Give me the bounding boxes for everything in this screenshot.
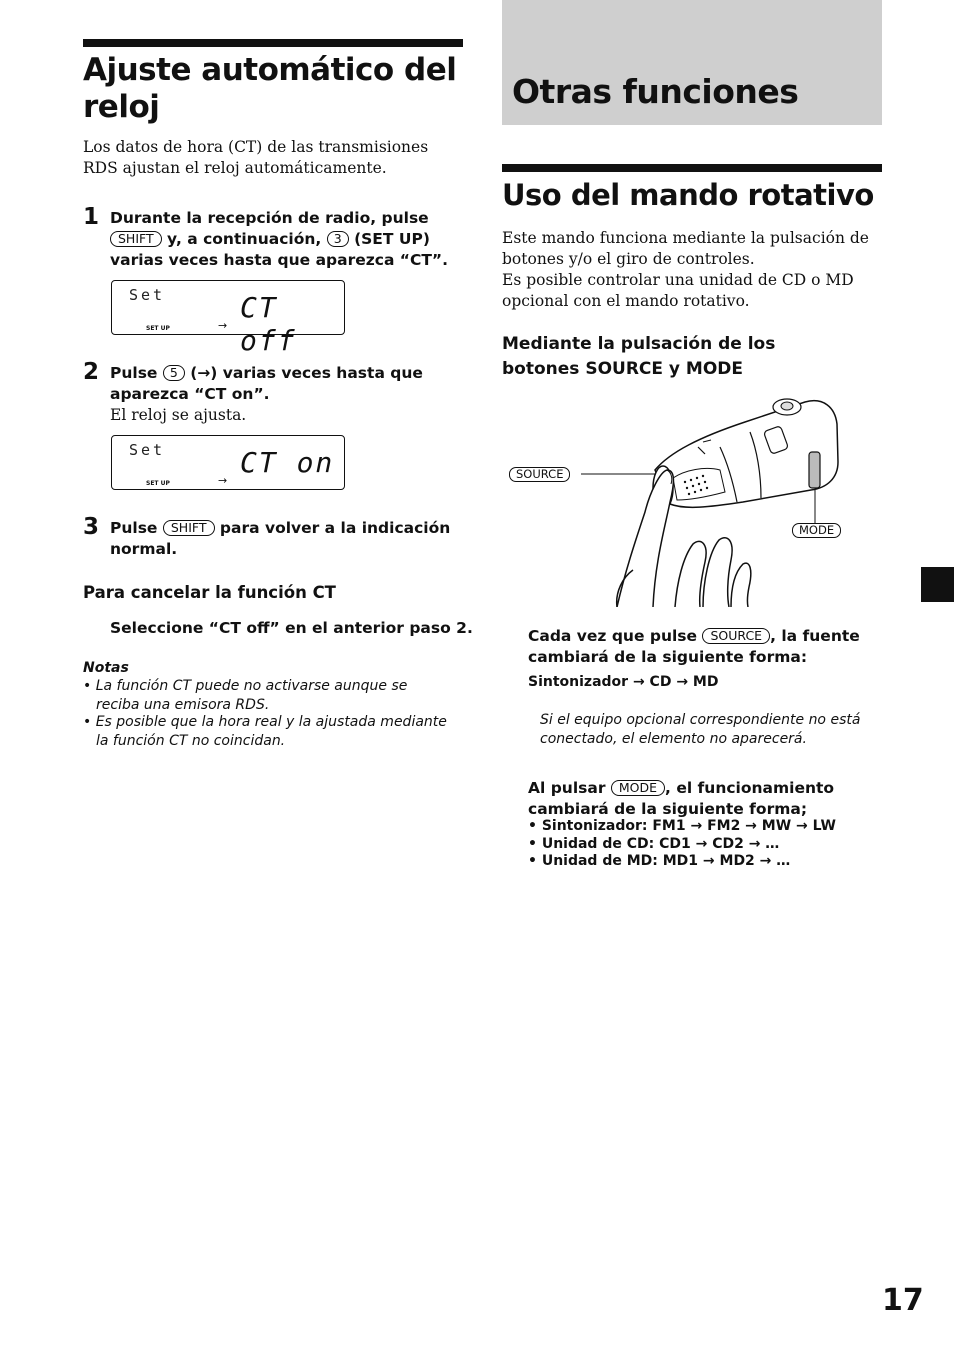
mode-item-tuner: • Sintonizador: FM1 → FM2 → MW → LW: [528, 818, 836, 834]
step-3-text: [110, 518, 470, 560]
note-2-line1: • Es posible que la hora real y la ajustada mediante: [83, 714, 447, 730]
step-1-line1: Durante la recepción de radio, pulse: [110, 209, 429, 227]
uso-intro-line4: opcional con el mando rotativo.: [502, 292, 750, 310]
intro-reloj: Los datos de hora (CT) de las transmisiones RDS ajustan el reloj automáticamente.: [83, 138, 429, 177]
step-2-post: (→) varias veces hasta que: [190, 364, 423, 382]
mode-text: [528, 778, 888, 820]
source-post: , la fuente: [770, 627, 860, 645]
step-3-line2: normal.: [110, 540, 178, 558]
shift-key: SHIFT: [110, 231, 162, 247]
step-2-text: [110, 363, 470, 405]
lcd-value: CT off: [240, 291, 297, 357]
uso-intro-line1: Este mando funciona mediante la pulsación de: [502, 229, 869, 247]
key-5: 5: [163, 365, 185, 381]
mode-key: MODE: [611, 780, 665, 796]
note-1-line1: • La función CT puede no activarse aunque se: [83, 678, 408, 694]
mode-list: [528, 818, 888, 871]
source-line2: cambiará de la siguiente forma:: [528, 648, 808, 666]
step-2-line2: aparezca “CT on”.: [110, 385, 270, 403]
source-line1: [528, 626, 888, 647]
source-note: [540, 711, 890, 749]
rotary-commander-illustration: [505, 392, 850, 607]
mode-line1: [528, 778, 888, 799]
step-1-setup: (SET UP): [354, 230, 430, 248]
source-sequence: Sintonizador → CD → MD: [528, 674, 719, 690]
uso-title-rule: [502, 164, 882, 172]
source-key: SOURCE: [702, 628, 770, 644]
uso-intro-line2: botones y/o el giro de controles.: [502, 250, 755, 268]
lcd-value: CT on: [240, 446, 335, 479]
mode-line2: cambiará de la siguiente forma;: [528, 800, 808, 818]
section-tab-marker: [921, 567, 954, 602]
uso-intro: [502, 228, 887, 312]
lcd-arrow-icon: →: [218, 319, 228, 332]
notes-heading: Notas: [83, 660, 129, 676]
uso-intro-line3: Es posible controlar una unidad de CD o MD: [502, 271, 854, 289]
cancel-text: Seleccione “CT off” en el anterior paso 2.: [110, 619, 473, 637]
page-number: 17: [882, 1283, 924, 1318]
lcd-display-ct-on: [111, 435, 345, 490]
source-note-line2: conectado, el elemento no aparecerá.: [540, 731, 807, 747]
source-text: [528, 626, 888, 668]
mode-item-md: • Unidad de MD: MD1 → MD2 → …: [528, 853, 791, 869]
note-1: [83, 677, 468, 715]
mode-item-cd: • Unidad de CD: CD1 → CD2 → …: [528, 835, 780, 852]
source-pre: Cada vez que pulse: [528, 627, 698, 645]
step-3-post: para volver a la indicación: [219, 519, 451, 537]
step-1-line3: varias veces hasta que aparezca “CT”.: [110, 251, 449, 269]
section-title: Otras funciones: [512, 72, 799, 111]
step-1-text: [110, 208, 470, 271]
lcd-arrow-icon: →: [218, 474, 228, 487]
step-2-line1: [110, 363, 470, 384]
step-2-pre: Pulse: [110, 364, 158, 382]
shift-key: SHIFT: [163, 520, 215, 536]
lcd-setup-indicator: SET UP: [146, 325, 170, 332]
key-3: 3: [327, 231, 349, 247]
uso-title: Uso del mando rotativo: [502, 178, 874, 212]
cancel-heading: Para cancelar la función CT: [83, 583, 336, 602]
note-2: [83, 713, 468, 751]
step-3-line1: [110, 518, 470, 539]
step-2-note: El reloj se ajusta.: [110, 406, 247, 424]
left-title-rule: [83, 39, 463, 47]
mode-pre: Al pulsar: [528, 779, 606, 797]
step-2-number: 2: [83, 359, 100, 385]
source-note-line1: Si el equipo opcional correspondiente no está: [540, 712, 861, 728]
sub-heading: [502, 332, 775, 382]
sub-heading-line1: Mediante la pulsación de los: [502, 334, 776, 354]
step-1-mid: y, a continuación,: [167, 230, 322, 248]
step-1-number: 1: [83, 204, 100, 230]
page-title-reloj: Ajuste automático del reloj: [83, 52, 457, 125]
lcd-set-label: Set: [129, 441, 166, 459]
note-2-line2: la función CT no coincidan.: [96, 733, 286, 749]
sub-heading-line2: botones SOURCE y MODE: [502, 359, 744, 379]
mode-callout: MODE: [792, 523, 841, 538]
step-3-pre: Pulse: [110, 519, 158, 537]
step-1-line2: [110, 229, 470, 250]
lcd-display-ct-off: [111, 280, 345, 357]
lcd-setup-indicator: SET UP: [146, 480, 170, 487]
mode-post: , el funcionamiento: [665, 779, 835, 797]
note-1-line2: reciba una emisora RDS.: [96, 697, 270, 713]
lcd-set-label: Set: [129, 286, 166, 304]
step-3-number: 3: [83, 514, 100, 540]
source-callout: SOURCE: [509, 467, 570, 482]
